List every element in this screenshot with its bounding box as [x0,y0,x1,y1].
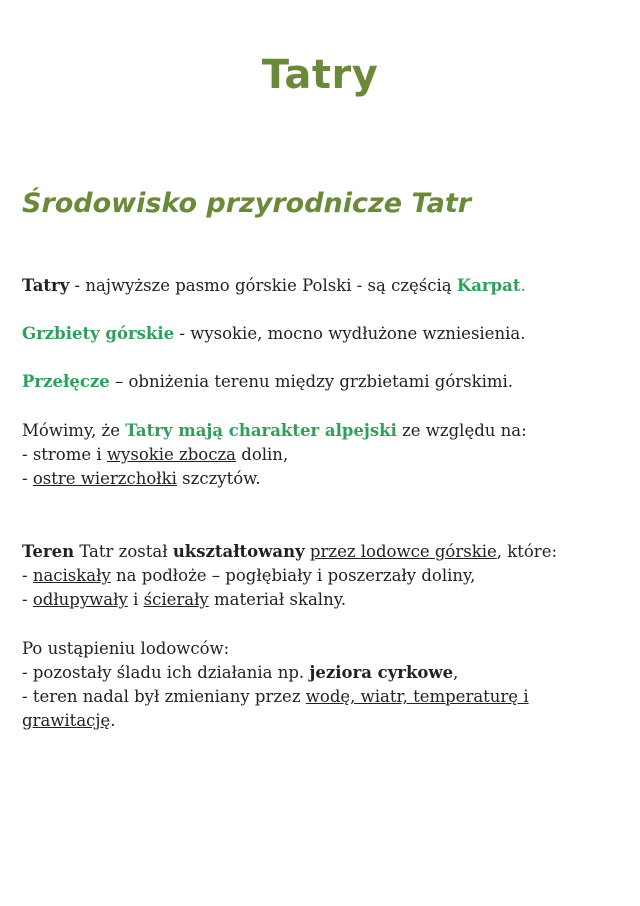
term-teren: Teren [22,542,75,561]
text: i [127,590,144,609]
paragraph-alpejski [22,419,622,491]
underlined-text: odłupywały [32,590,128,609]
text: dolin, [236,445,289,464]
term-uksztaltowany: ukształtowany [172,542,305,561]
underlined-text: ostre wierzchołki [32,469,177,488]
list-item [22,685,622,709]
list-item [22,661,622,685]
term-karpat: Karpat [456,276,521,295]
text: - [22,469,33,488]
underlined-text: wodę, wiatr, temperaturę i [305,687,529,706]
line [22,419,622,443]
underlined-text: przez lodowce górskie [309,542,497,561]
text: na podłoże – pogłębiały i poszerzały doliny, [110,566,476,585]
text: . [110,711,116,730]
paragraph-grzbiety [22,322,622,346]
list-item [22,443,622,467]
text: - teren nadal był zmieniany przez [22,687,306,706]
underlined-text: wysokie zbocza [106,445,237,464]
underlined-text: grawitację [22,711,111,730]
list-item [22,588,622,612]
text: - [22,590,33,609]
text: – obniżenia terenu między grzbietami górskimi. [109,372,514,391]
paragraph-po-ustapieniu [22,637,622,733]
text: - wysokie, mocno wydłużone wzniesienia. [174,324,526,343]
term-jeziora-cyrkowe: jeziora cyrkowe [309,663,454,682]
term-tatry: Tatry [22,276,70,295]
section-heading: Środowisko przyrodnicze Tatr [22,188,472,219]
text: Mówimy, że [22,421,126,440]
text: - pozostały śladu ich działania np. [22,663,310,682]
page-title: Tatry [261,52,379,98]
term-grzbiety: Grzbiety górskie [22,324,175,343]
text: szczytów. [176,469,261,488]
text: , [453,663,459,682]
paragraph-lodowce [22,540,622,612]
paragraph-przelecze [22,370,622,394]
text: - strome i [22,445,107,464]
paragraph-tatry [22,274,622,298]
text: ze względu na: [396,421,527,440]
term-przelecze: Przełęcze [22,372,110,391]
line [22,709,622,733]
list-item [22,564,622,588]
underlined-text: naciskały [32,566,111,585]
text: . [520,276,526,295]
text: materiał skalny. [208,590,347,609]
text: Tatr został [74,542,173,561]
text: - [22,566,33,585]
underlined-text: ścierały [143,590,209,609]
text: , które: [496,542,558,561]
line: Po ustąpieniu lodowców: [22,639,230,658]
text: - najwyższe pasmo górskie Polski - są częścią [69,276,457,295]
line [22,540,622,564]
list-item [22,467,622,491]
term-alpejski: Tatry mają charakter alpejski [125,421,397,440]
